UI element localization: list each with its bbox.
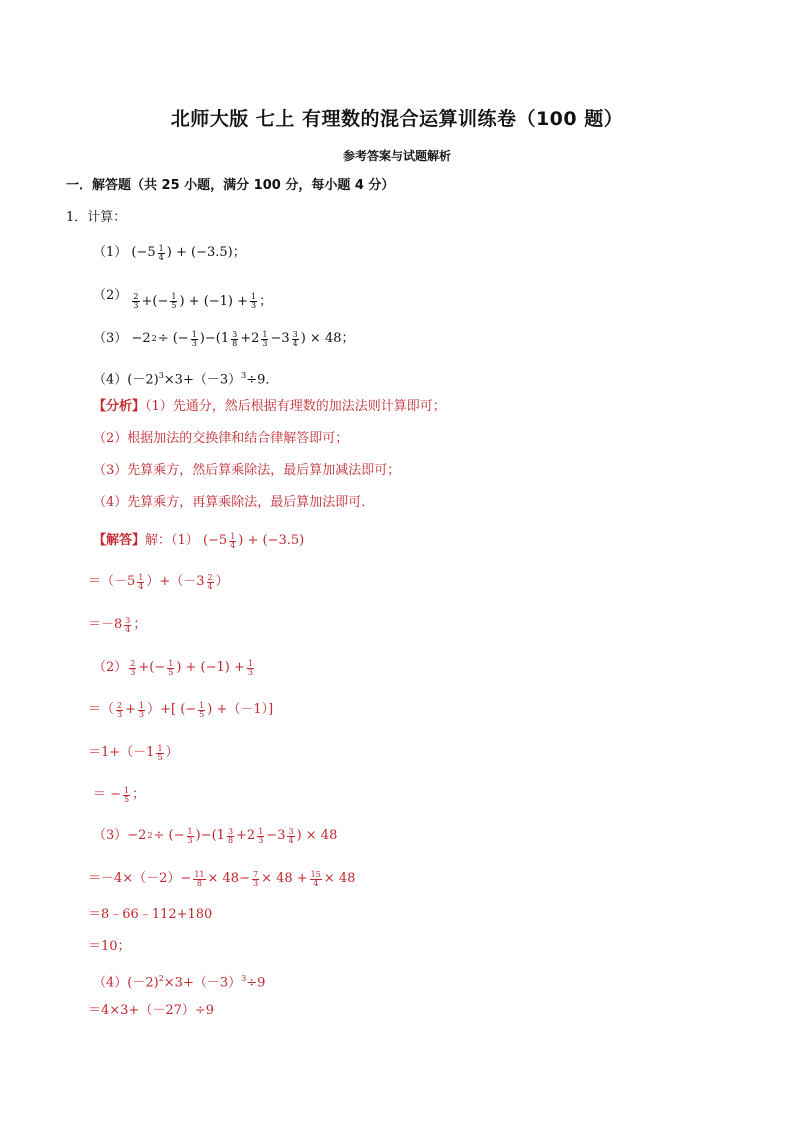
analysis-line-4: （4）先算乘方，再算乘除法，最后算加法即可．	[93, 495, 375, 510]
problem-3-label: （3）	[93, 331, 128, 346]
problem-1-expression: (−5 $\frac{1}{4}$ ) + (−3.5)；	[131, 243, 246, 262]
solution-line-1: 【解答】解：（1） (−5 $\frac{1}{4}$ ) + (−3.5)	[93, 531, 305, 550]
problem-3-expression: −2 2 ÷ (− $\frac{1}{3}$ )−(1 $\frac{3}{8}$ +2 $\frac{1}{3}$ −3 $\frac{3}{4}$ ) × 48；	[131, 329, 355, 348]
page-subtitle: 参考答案与试题解析	[342, 149, 451, 163]
page-title: 北师大版 七上 有理数的混合运算训练卷（100 题）	[170, 108, 624, 130]
solution-3-step-4: ＝10；	[88, 939, 131, 954]
analysis-line-1: 【分析】（1）先通分，然后根据有理数的加法法则计算即可；	[93, 399, 446, 414]
problem-2-label: （2）	[93, 288, 128, 303]
solution-3-step-1: （3）−2 2 ÷ (− $\frac{1}{3}$ )−(1 $\frac{3}{8}$ +2 $\frac{1}{3}$ −3 $\frac{3}{4}$ ) × 48	[93, 826, 338, 845]
problem-2-expression: $\frac{2}{3}$ +(− $\frac{1}{5}$ ) + (−1) + $\frac{1}{3}$ ；	[133, 292, 273, 310]
solution-3-step-2: ＝－4×（－2）− $\frac{11}{8}$ × 48− $\frac{7}{3}$ × 48 + $\frac{15}{4}$ × 48	[88, 869, 356, 888]
analysis-tag: 【分析】	[93, 399, 146, 414]
solution-tag: 【解答】	[93, 533, 146, 548]
solution-2-step-2: ＝（ $\frac{2}{3}$ + $\frac{1}{3}$ ）+[ (− $\frac{1}{5}$ ) +（－1）]	[88, 700, 274, 719]
solution-4-step-1: $(4)(-2)^2\times 3+(-3)^3\div 9$	[93, 974, 266, 991]
solution-2-step-1: （2） $\frac{2}{3}$ +(− $\frac{1}{5}$ ) + (−1) + $\frac{1}{3}$	[93, 658, 253, 677]
problem-1	[93, 244, 246, 262]
solution-3-step-3: ＝8﹣66﹣112+180	[88, 907, 213, 922]
problem-4: $(4)(-2)^3\times 3+(-3)^3\div 9$．	[93, 371, 279, 388]
problem-1-label: （1）	[93, 245, 128, 260]
solution-1-step-3: ＝－8 $\frac{3}{4}$ ；	[88, 615, 147, 634]
solution-4-step-2: ＝4×3+（－27）÷9	[88, 1003, 215, 1018]
analysis-line-2: （2）根据加法的交换律和结合律解答即可；	[93, 431, 349, 446]
problem-2	[93, 287, 272, 311]
solution-2-step-4: ＝ − $\frac{1}{5}$ ；	[93, 785, 146, 804]
solution-2-step-3: ＝1+（－1 $\frac{1}{5}$ ）	[88, 743, 179, 762]
solution-1-step-2: ＝（－5 $\frac{1}{4}$ ）+（－3 $\frac{2}{4}$ ）	[88, 572, 229, 591]
problem-3	[93, 330, 355, 348]
analysis-line-3: （3）先算乘方，然后算乘除法，最后算加减法即可；	[93, 463, 401, 478]
question-label: 1．计算：	[66, 210, 127, 225]
section-heading: 一．解答题（共 25 小题，满分 100 分，每小题 4 分）	[66, 178, 395, 193]
